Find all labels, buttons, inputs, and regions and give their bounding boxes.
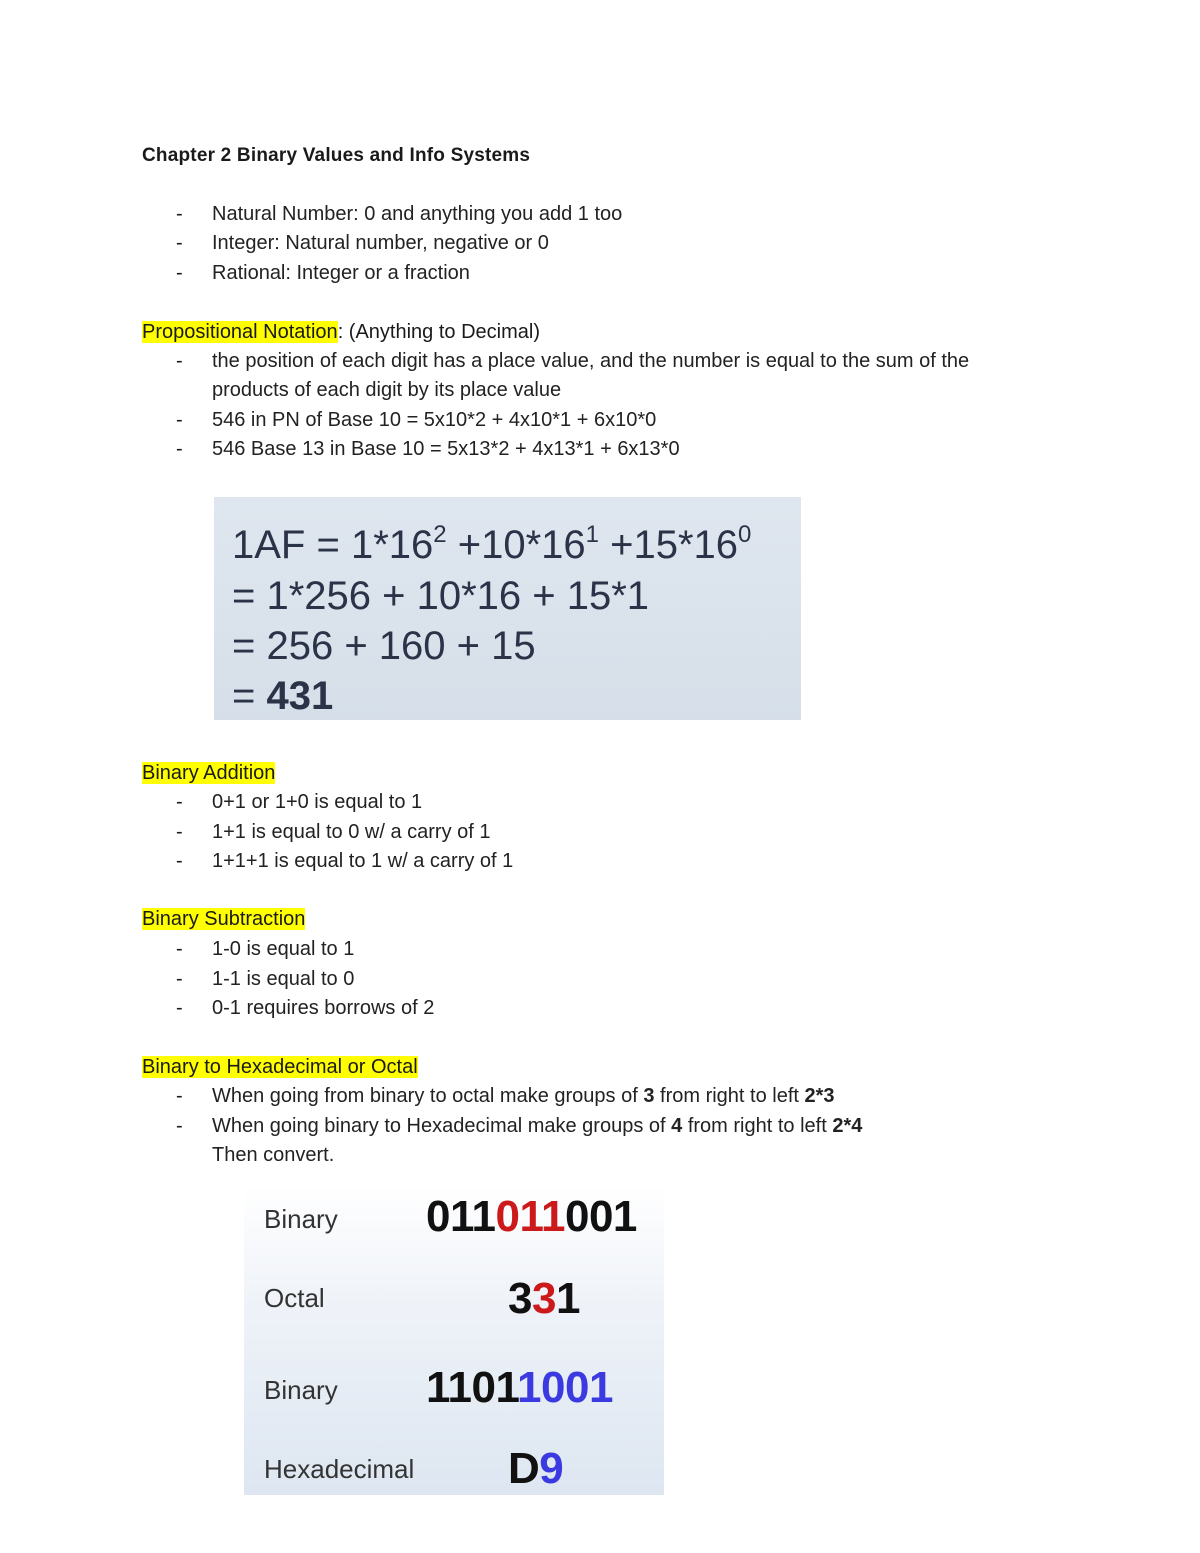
formula-line-3: = 256 + 160 + 15 bbox=[232, 624, 536, 668]
list-item: 1-0 is equal to 1 bbox=[212, 938, 355, 960]
list-item-continuation: Then convert. bbox=[212, 1144, 335, 1166]
list-item-continuation: products of each digit by its place value bbox=[212, 379, 562, 401]
bullet-dash: - bbox=[176, 938, 183, 960]
list-item: 1+1+1 is equal to 1 w/ a carry of 1 bbox=[212, 850, 514, 872]
bullet-dash: - bbox=[176, 262, 183, 284]
list-item: 1+1 is equal to 0 w/ a carry of 1 bbox=[212, 821, 491, 843]
list-item: 1-1 is equal to 0 bbox=[212, 968, 355, 990]
bullet-dash: - bbox=[176, 203, 183, 225]
list-item: Rational: Integer or a fraction bbox=[212, 262, 470, 284]
bullet-dash: - bbox=[176, 968, 183, 990]
formula-line-1: $1AF = 1*16^2 +10*16^1 +15*16^0$ bbox=[232, 521, 752, 567]
conversion-label-hexadecimal: Hexadecimal bbox=[264, 1454, 415, 1484]
conversion-value-binary-hex: 11011001 bbox=[426, 1363, 613, 1412]
bullet-dash: - bbox=[176, 350, 183, 372]
binary-conversion-image bbox=[244, 1186, 664, 1495]
bullet-dash: - bbox=[176, 1115, 183, 1137]
list-item: When going binary to Hexadecimal make groups of 4 from right to left 2*4 bbox=[212, 1115, 863, 1137]
formula-result: 431 bbox=[266, 674, 334, 718]
bullet-dash: - bbox=[176, 438, 183, 460]
bullet-dash: - bbox=[176, 997, 183, 1019]
hex-formula-image bbox=[214, 497, 801, 720]
bullet-dash: - bbox=[176, 791, 183, 813]
list-item: 546 in PN of Base 10 = 5x10*2 + 4x10*1 + 6x10*0 bbox=[212, 409, 657, 431]
section-heading-propositional bbox=[142, 320, 540, 344]
formula-line-2: = 1*256 + 10*16 + 15*1 bbox=[232, 574, 650, 618]
conversion-label-binary-2: Binary bbox=[264, 1375, 338, 1405]
list-item: When going from binary to octal make groups of 3 from right to left 2*3 bbox=[212, 1085, 835, 1107]
conversion-label-octal: Octal bbox=[264, 1283, 325, 1313]
list-item: Integer: Natural number, negative or 0 bbox=[212, 232, 549, 254]
conversion-value-binary-octal: 011011001 bbox=[426, 1192, 637, 1241]
bullet-dash: - bbox=[176, 1085, 183, 1107]
conversion-value-octal: 331 bbox=[508, 1274, 580, 1323]
bullet-dash: - bbox=[176, 232, 183, 254]
list-item: 0+1 or 1+0 is equal to 1 bbox=[212, 791, 423, 813]
list-item: Natural Number: 0 and anything you add 1 too bbox=[212, 203, 623, 225]
bullet-dash: - bbox=[176, 409, 183, 431]
list-item: the position of each digit has a place value, and the number is equal to the sum of the bbox=[212, 350, 970, 372]
list-item: 0-1 requires borrows of 2 bbox=[212, 997, 435, 1019]
section-heading-binary-addition: Binary Addition bbox=[142, 762, 276, 784]
bullet-dash: - bbox=[176, 821, 183, 843]
list-item: 546 Base 13 in Base 10 = 5x13*2 + 4x13*1 + 6x13*0 bbox=[212, 438, 680, 460]
conversion-label-binary: Binary bbox=[264, 1204, 338, 1234]
formula-line-4: = 431 bbox=[232, 674, 334, 718]
section-heading-binary-hex-octal: Binary to Hexadecimal or Octal bbox=[142, 1056, 418, 1078]
heading-suffix: : (Anything to Decimal) bbox=[337, 321, 540, 343]
highlighted-heading: Propositional Notation bbox=[142, 321, 338, 343]
bullet-dash: - bbox=[176, 850, 183, 872]
conversion-value-hex: D9 bbox=[508, 1444, 564, 1493]
section-heading-binary-subtraction: Binary Subtraction bbox=[142, 908, 306, 930]
page-title: Chapter 2 Binary Values and Info Systems bbox=[142, 145, 531, 166]
